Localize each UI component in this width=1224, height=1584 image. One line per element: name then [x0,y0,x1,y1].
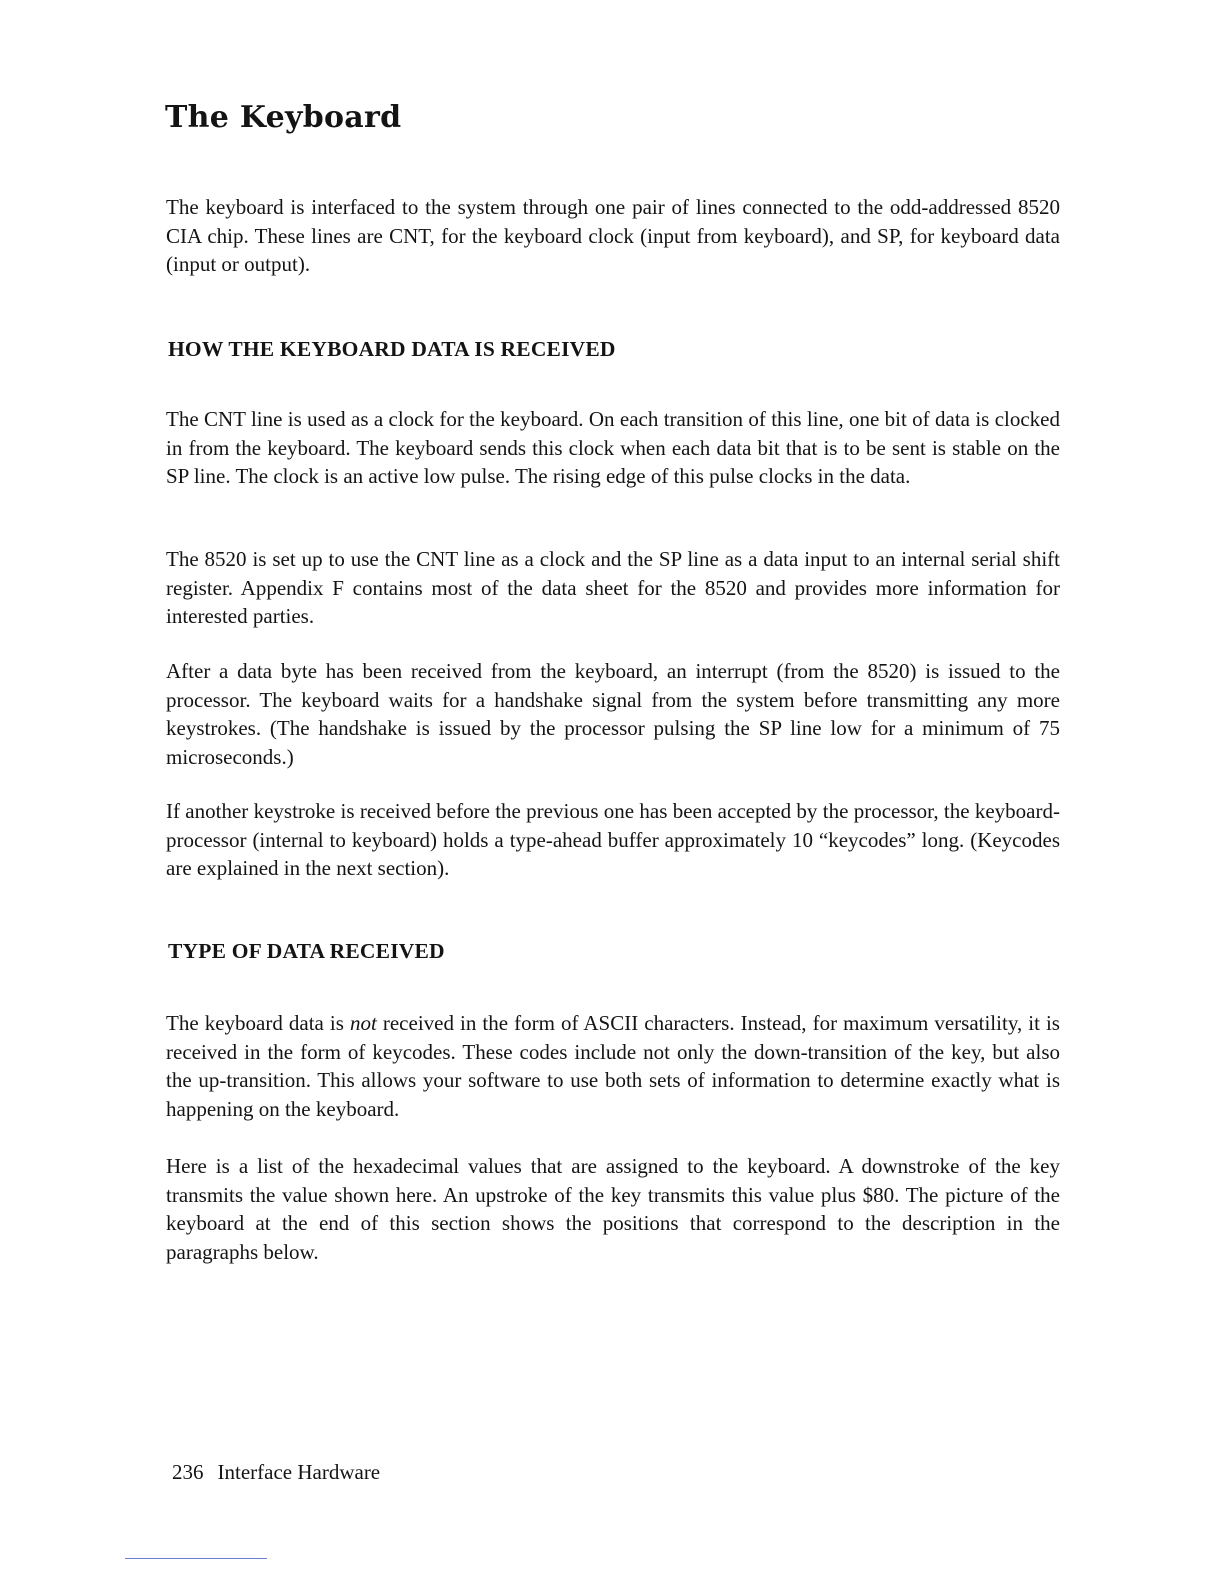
paragraph-keycodes-not-ascii [166,1009,1060,1123]
paragraph-text-before: The keyboard data is [166,1011,350,1035]
emphasis-not: not [349,1011,377,1035]
paragraph-interrupt-handshake: After a data byte has been received from the keyboard, an interrupt (from the 8520) is issued to the processor. The keyboard waits for a handshake signal from the system before transmitting any more keystrokes. (The handshake is issued by the processor pulsing the SP line low for a minimum of 75 microseconds.) [166,659,1060,769]
section-heading-type-of-data: TYPE OF DATA RECEIVED [168,939,445,963]
section-heading-how-received: HOW THE KEYBOARD DATA IS RECEIVED [168,337,616,361]
intro-paragraph: The keyboard is interfaced to the system through one pair of lines connected to the odd-addressed 8520 CIA chip. These lines are CNT, for the keyboard clock (input from keyboard), and SP, for keyboard data (input or output). [166,195,1060,276]
paragraph-hex-values: Here is a list of the hexadecimal values that are assigned to the keyboard. A downstroke of the key transmits the value shown here. An upstroke of the key transmits this value plus $80. The picture of the keyboard at the end of this section shows the positions that correspond to the description in the paragraphs below. [166,1154,1060,1264]
paragraph-type-ahead-buffer: If another keystroke is received before the previous one has been accepted by the processor, the keyboard-processor (internal to keyboard) holds a type-ahead buffer approximately 10 “keycodes” long. (Keycodes are explained in the next section). [166,799,1060,880]
paragraph-text-after: received in the form of ASCII characters. Instead, for maximum versatility, it is received in the form of keycodes. These codes include not only the down-transition of the key, but also the up-transition. This allows your software to use both sets of information to determine exactly what is happening on the keyboard. [166,1011,1060,1121]
scan-edge-line [125,1558,267,1559]
page-number: 236 [172,1460,204,1484]
paragraph-cnt-clock: The CNT line is used as a clock for the keyboard. On each transition of this line, one bit of data is clocked in from the keyboard. The keyboard sends this clock when each data bit that is to be sent is stable on the SP line. The clock is an active low pulse. The rising edge of this pulse clocks in the data. [166,407,1060,488]
running-title: Interface Hardware [217,1460,381,1484]
page-footer [172,1458,380,1486]
paragraph-8520-setup: The 8520 is set up to use the CNT line as a clock and the SP line as a data input to an internal serial shift register. Appendix F contains most of the data sheet for the 8520 and provides more information for interested parties. [166,547,1060,628]
page-title: The Keyboard [165,100,402,135]
